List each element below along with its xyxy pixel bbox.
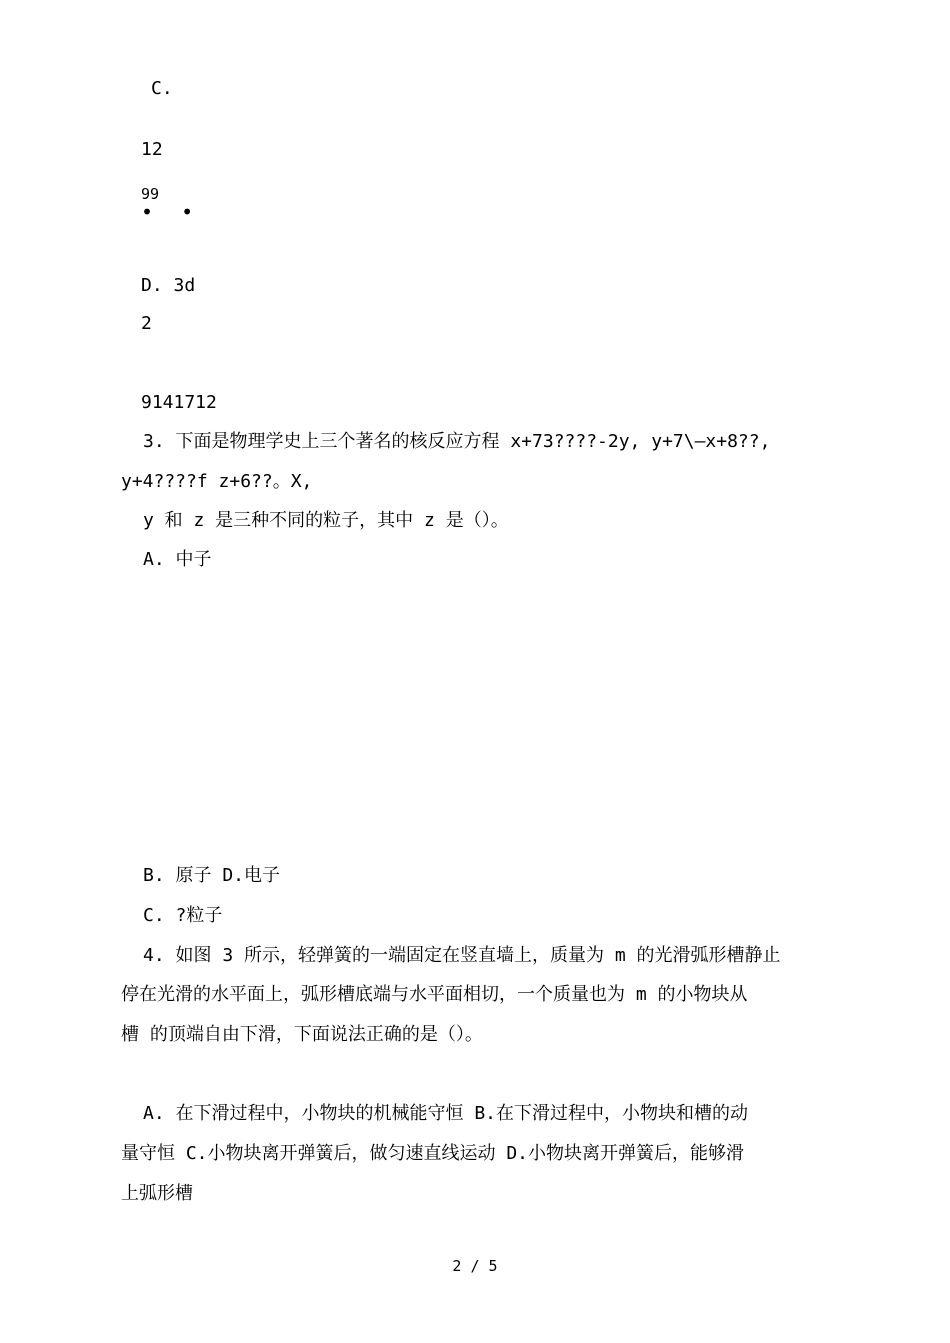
page-number: 2 / 5 [452,1257,498,1275]
question-4-options-line-2: 量守恒 C.小物块离开弹簧后，做匀速直线运动 D.小物块离开弹簧后，能够滑 [121,1143,745,1164]
question-3-line-1: 3. 下面是物理学史上三个著名的核反应方程 x+73????-2y, y+7\—x+8??, [143,431,771,452]
question-3-option-a: A. 中子 [143,549,212,570]
question-4-line-1: 4. 如图 3 所示，轻弹簧的一端固定在竖直墙上，质量为 m 的光滑弧形槽静止 [143,945,781,966]
text-line-number: 9141712 [141,392,217,413]
question-3-line-2: y+4????f z+6??。X, [121,471,313,492]
option-c-label: C. [151,78,173,99]
question-4-options-line-3: 上弧形槽 [121,1183,193,1204]
question-4-line-2: 停在光滑的水平面上，弧形槽底端与水平面相切，一个质量也为 m 的小物块从 [121,984,748,1005]
dot-marks: • • [141,200,202,224]
option-d-label: D. 3d [141,275,196,296]
text-line-99: 99 [141,185,160,203]
question-3-line-3: y 和 z 是三种不同的粒子，其中 z 是（）。 [143,510,509,531]
text-line-12: 12 [141,139,163,160]
question-3-option-b-d: B. 原子 D.电子 [143,865,281,886]
question-4-options-line-1: A. 在下滑过程中，小物块的机械能守恒 B.在下滑过程中，小物块和槽的动 [143,1103,749,1124]
question-3-option-c: C. ?粒子 [143,905,223,926]
text-line-2: 2 [141,313,152,334]
question-4-line-3: 槽 的顶端自由下滑，下面说法正确的是（）。 [121,1024,483,1045]
